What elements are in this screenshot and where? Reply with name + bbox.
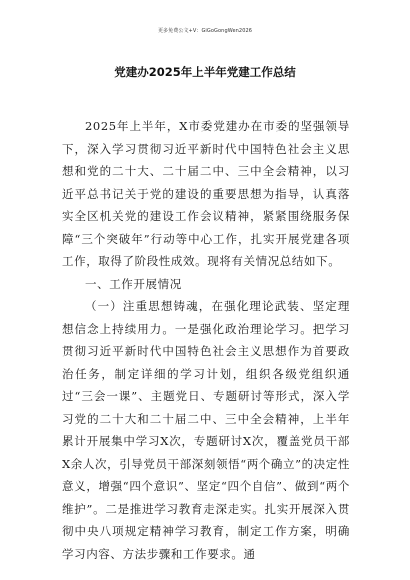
intro-paragraph: 2025年上半年，X市委党建办在市委的坚强领导下，深入学习贯彻习近平新时代中国特色社会主义思想和党的二十大、二十届二中、三中全会精神，以习近平总书记关于党的建设的重要思想为指导，认真落实全区机关党的建设工作会议精神，紧紧围绕服务保障“三个突破年”行动等中心工作，扎实开展党建各项工作，取得了阶段性成效。现将有关情况总结如下。 xyxy=(62,119,350,268)
section-heading: 一、工作开展情况 xyxy=(85,276,182,291)
document-body xyxy=(62,115,350,565)
section-paragraph: （一）注重思想铸魂，在强化理论武装、坚定理想信念上持续用力。一是强化政治理论学习。把学习贯彻习近平新时代中国特色社会主义思想作为首要政治任务，制定详细的学习计划，组织各级党组织通过“三会一课”、主题党日、专题研讨等形式，深入学习党的二十大和二十届二中、三中全会精神，上半年累计开展集中学习X次，专题研讨X次，覆盖党员干部X余人次，引导党员干部深刻领悟“两个确立”的决定性意义，增强“四个意识”、坚定“四个自信”、做到“两个维护”。二是推进学习教育走深走实。扎实开展深入贯彻中央八项规定精神学习教育，制定工作方案，明确学习内容、方法步骤和工作要求。通 xyxy=(62,299,350,561)
header-watermark: 更多免费公文+V：GiGoGongWen2026 xyxy=(157,28,253,34)
document-title: 党建办2025年上半年党建工作总结 xyxy=(114,65,296,79)
